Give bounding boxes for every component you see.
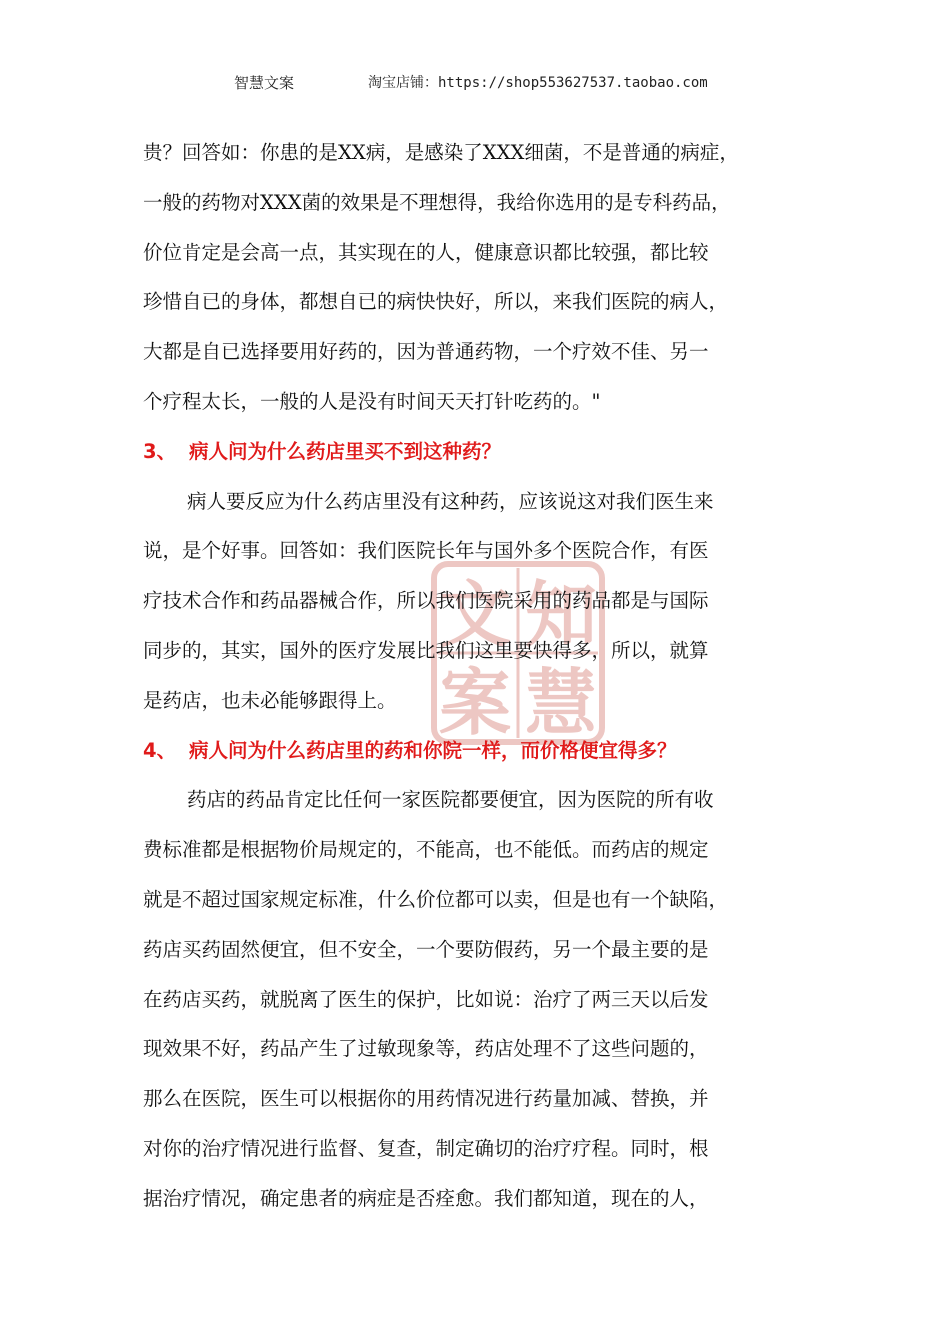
- text-line: 费标准都是根据物价局规定的，不能高，也不能低。而药店的规定: [143, 838, 709, 862]
- document-body: [143, 128, 815, 1224]
- paragraph-4: [143, 775, 815, 1223]
- text-line: 是药店，也未必能够跟得上。: [143, 688, 397, 712]
- svg-text:文: 文: [438, 573, 512, 657]
- text-line: 一般的药物对XXX菌的效果是不理想得，我给你选用的是专科药品，: [143, 190, 731, 214]
- text-line: 贵？回答如：你患的是XX病，是感染了XXX细菌，不是普通的病症，: [143, 141, 739, 164]
- text-line: 那么在医院，医生可以根据你的用药情况进行药量加减、替换，并: [143, 1087, 709, 1111]
- shop-url: 淘宝店铺：https://shop553627537.taobao.com: [368, 75, 708, 91]
- text-line: 病人要反应为什么药店里没有这种药，应该说这对我们医生来: [187, 489, 714, 513]
- text-line: 疗技术合作和药品器械合作，所以我们医院采用的药品都是与国际: [143, 589, 709, 613]
- svg-text:案: 案: [438, 661, 512, 745]
- text-line: 说，是个好事。回答如：我们医院长年与国外多个医院合作，有医: [143, 539, 709, 563]
- heading-number: 4、: [143, 738, 177, 762]
- text-line: 药店买药固然便宜，但不安全，一个要防假药，另一个最主要的是: [143, 937, 709, 961]
- heading-text: 病人问为什么药店里的药和你院一样，而价格便宜得多？: [189, 738, 677, 762]
- page-header: [0, 70, 950, 94]
- text-line: 药店的药品肯定比任何一家医院都要便宜，因为医院的所有收: [187, 788, 714, 812]
- text-line: 大都是自已选择要用好药的，因为普通药物，一个疗效不佳、另一: [143, 340, 709, 364]
- heading-number: 3、: [143, 439, 177, 463]
- section-heading-3: [143, 427, 815, 477]
- text-line: 在药店买药，就脱离了医生的保护，比如说：治疗了两三天以后发: [143, 987, 709, 1011]
- text-line: 同步的，其实，国外的医疗发展比我们这里要快得多，所以，就算: [143, 638, 709, 662]
- text-line: 价位肯定是会高一点，其实现在的人，健康意识都比较强，都比较: [143, 240, 709, 264]
- text-line: 珍惜自已的身体，都想自已的病快快好，所以，来我们医院的病人，: [143, 290, 729, 314]
- paragraph-3: [143, 477, 815, 726]
- section-heading-4: [143, 726, 815, 776]
- text-line: 现效果不好，药品产生了过敏现象等，药店处理不了这些问题的，: [143, 1037, 709, 1061]
- text-line: 据治疗情况，确定患者的病症是否痊愈。我们都知道，现在的人，: [143, 1186, 709, 1210]
- text-line: 个疗程太长，一般的人是没有时间天天打针吃药的。": [143, 389, 601, 413]
- svg-text:知: 知: [524, 573, 598, 657]
- text-line: 就是不超过国家规定标准，什么价位都可以卖，但是也有一个缺陷，: [143, 887, 729, 911]
- paragraph-1: [143, 128, 815, 427]
- heading-text: 病人问为什么药店里买不到这种药？: [189, 439, 502, 463]
- svg-text:慧: 慧: [524, 661, 598, 745]
- text-line: 对你的治疗情况进行监督、复查，制定确切的治疗疗程。同时，根: [143, 1136, 709, 1160]
- shop-name: 智慧文案: [234, 74, 295, 92]
